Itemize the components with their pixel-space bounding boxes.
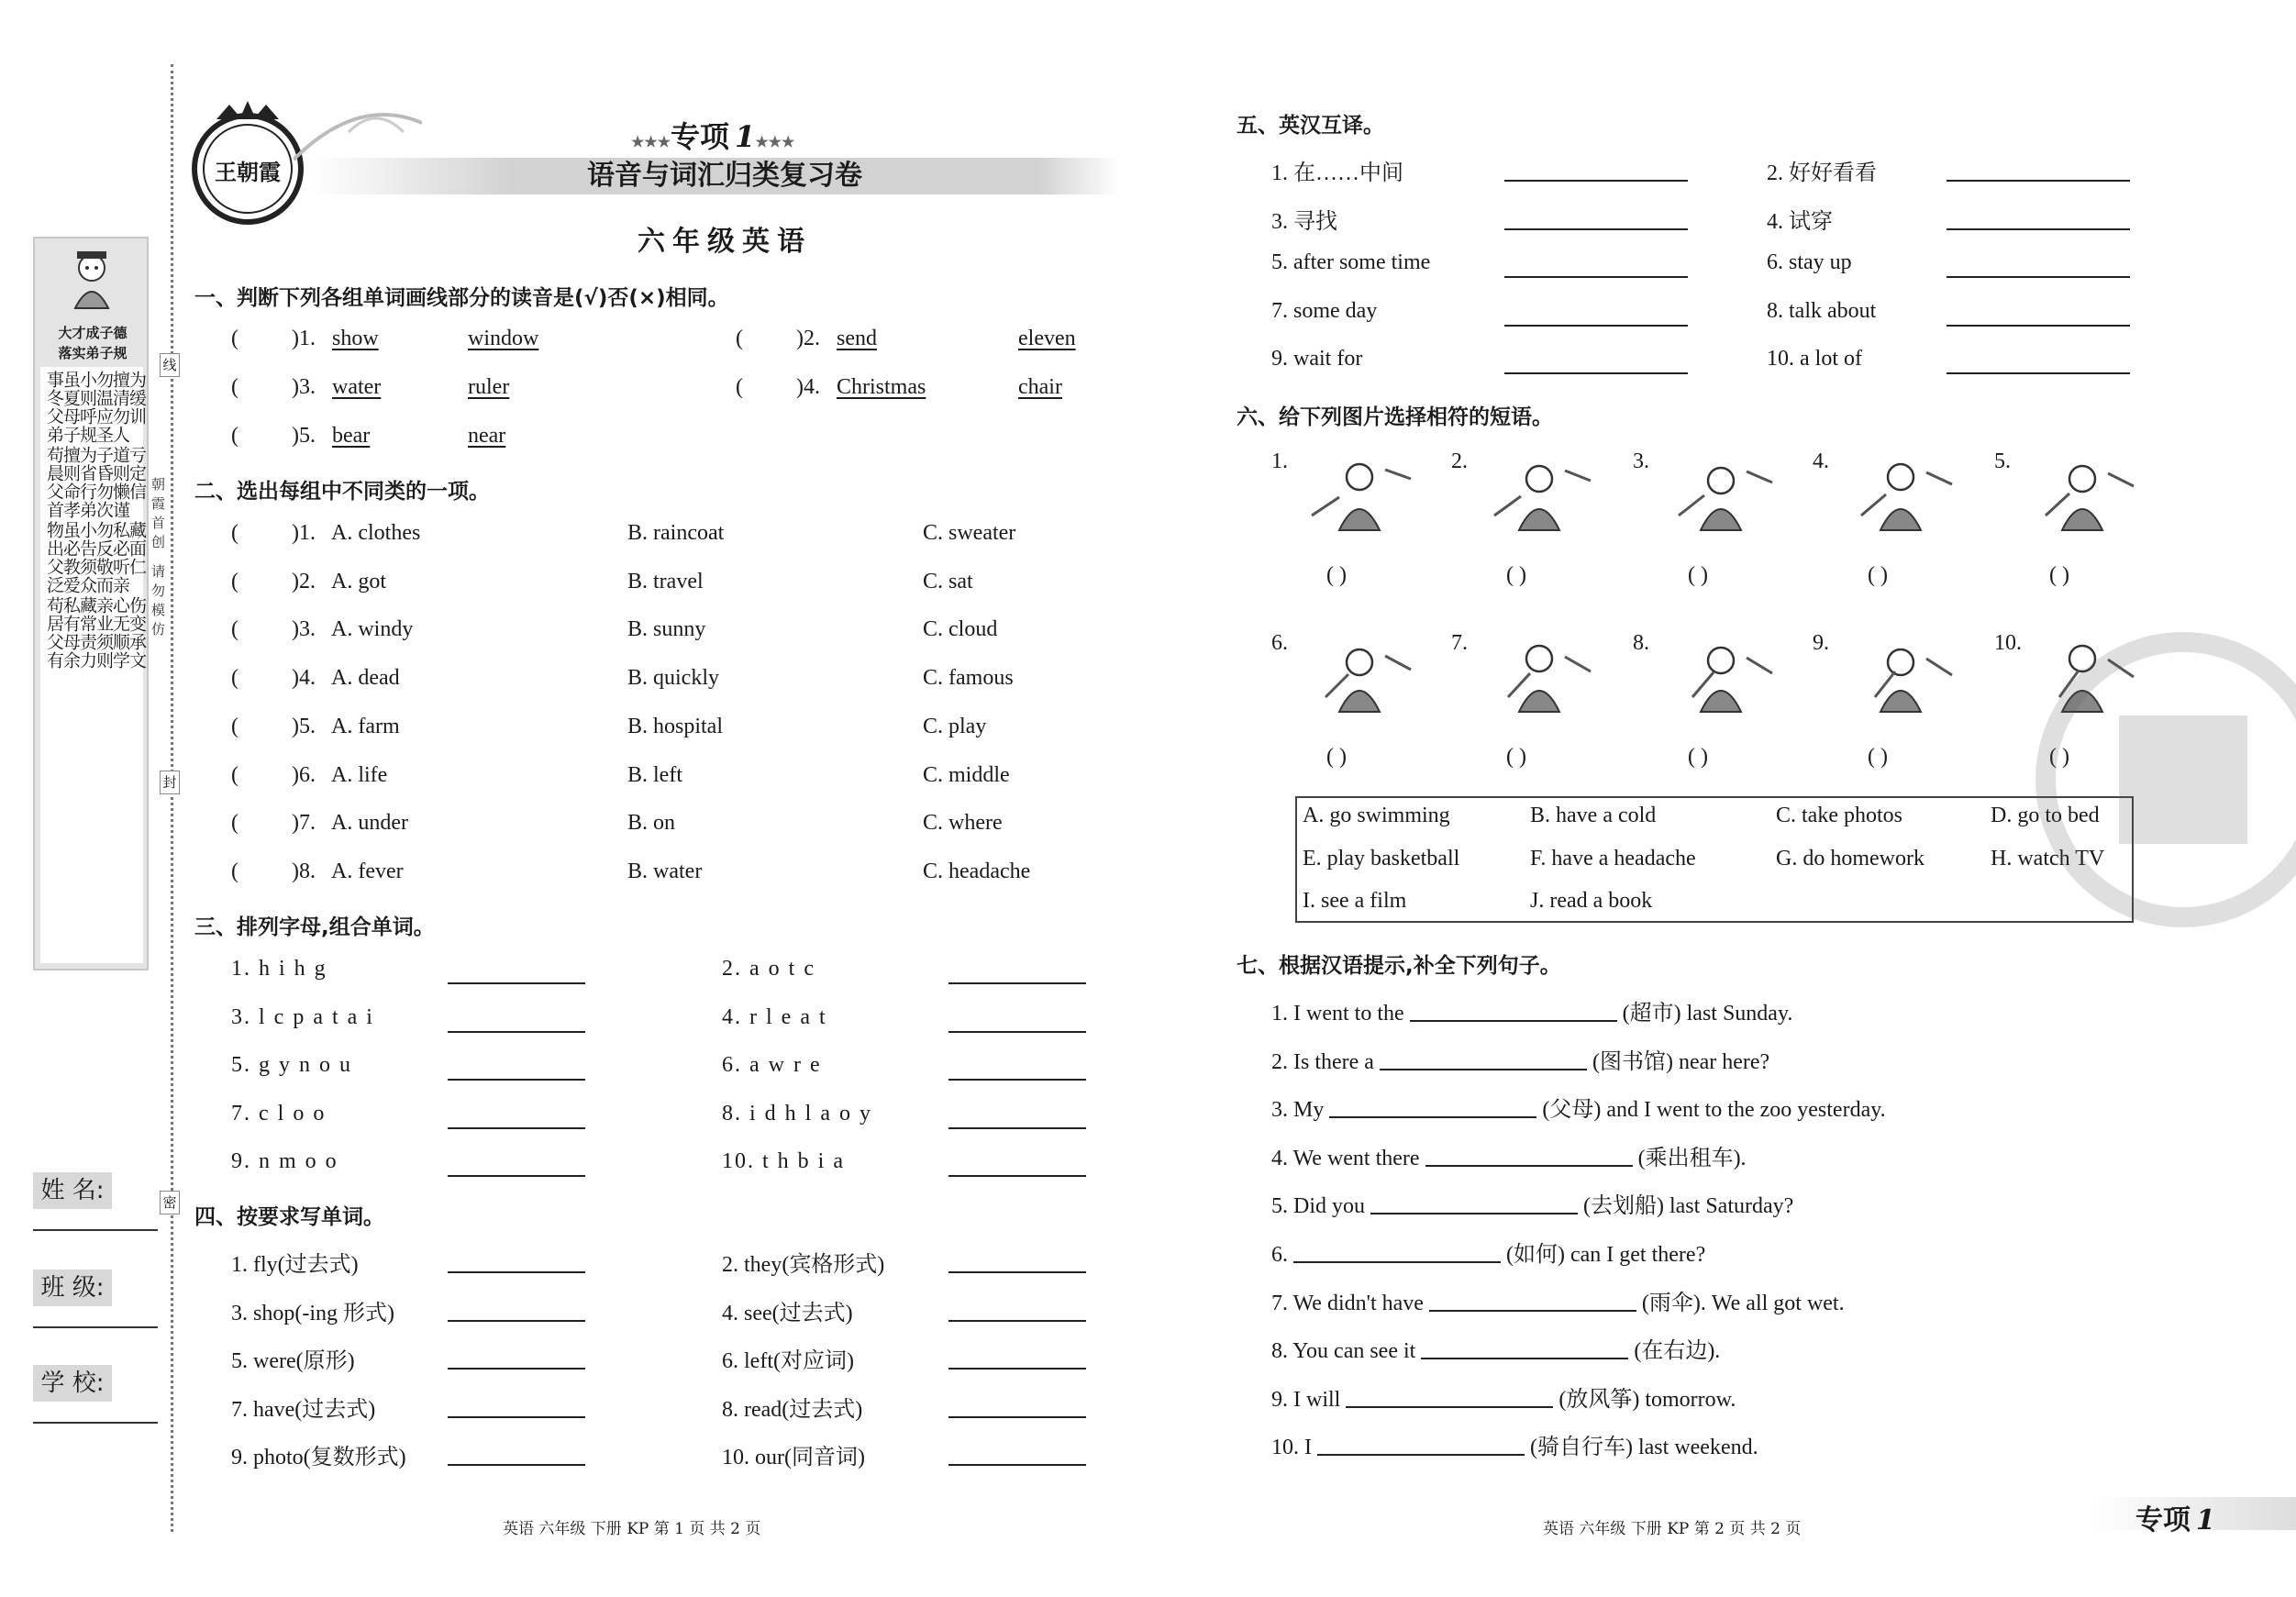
- s4-answer-blank[interactable]: [448, 1320, 585, 1322]
- s3-title: 三、排列字母,组合单词。: [194, 915, 435, 939]
- s6-answer-paren[interactable]: ( ): [1506, 563, 1526, 587]
- s5-item: 10. a lot of: [1767, 347, 1862, 372]
- answer-paren[interactable]: (: [231, 521, 238, 545]
- s5-answer-blank[interactable]: [1504, 228, 1688, 230]
- s2-option-a: A. windy: [331, 617, 414, 642]
- s4-item: 3. shop(-ing 形式): [231, 1301, 394, 1325]
- answer-paren[interactable]: (: [231, 375, 238, 399]
- s2-title: 二、选出每组中不同类的一项。: [194, 480, 490, 504]
- sidebar-motto-line: 为缓训: [127, 371, 147, 426]
- s7-suffix: last weekend.: [1637, 1436, 1758, 1460]
- sidebar-motto-line: 道则懒谨: [110, 446, 130, 519]
- s7-suffix: tomorrow.: [1645, 1387, 1736, 1412]
- s3-answer-blank[interactable]: [948, 1079, 1086, 1081]
- footer-tag-number: 1: [2196, 1504, 2215, 1536]
- s3-answer-blank[interactable]: [948, 1031, 1086, 1033]
- answer-paren[interactable]: (: [231, 617, 238, 642]
- s1-item-number: )4.: [796, 375, 820, 399]
- answer-paren[interactable]: (: [231, 859, 238, 883]
- s2-option-c: C. cloud: [923, 617, 998, 642]
- s5-item: 3. 寻找: [1271, 209, 1337, 234]
- s2-option-a: A. under: [331, 811, 408, 836]
- headache-picture-icon: [1482, 633, 1597, 715]
- sidebar-motto-line: 苟晨父首: [44, 446, 64, 519]
- s4-answer-blank[interactable]: [448, 1416, 585, 1418]
- sidebar-motto-line: 虽必教爱: [61, 521, 81, 594]
- s6-number: 7.: [1451, 631, 1468, 655]
- s4-item: 10. our(同音词): [722, 1446, 865, 1470]
- bind-mark-1: 线: [160, 353, 180, 377]
- s7-hint: (在右边).: [1634, 1339, 1721, 1364]
- name-label: 姓 名:: [33, 1172, 112, 1209]
- s6-answer-paren[interactable]: ( ): [1688, 745, 1708, 769]
- s3-answer-blank[interactable]: [448, 1175, 585, 1177]
- s3-answer-blank[interactable]: [448, 1031, 585, 1033]
- basketball-picture-icon: [1844, 451, 1958, 534]
- s7-answer-blank[interactable]: [1317, 1434, 1525, 1456]
- s2-item-number: )7.: [292, 811, 316, 836]
- s7-suffix: We all got wet.: [1711, 1291, 1845, 1315]
- s6-option: E. play basketball: [1303, 846, 1460, 871]
- s7-sentence: [1271, 1236, 1705, 1268]
- sidebar-motto-line: 子昏勿次: [94, 446, 114, 519]
- sidebar-mascot-icon: [62, 248, 121, 312]
- s6-number: 6.: [1271, 631, 1288, 655]
- answer-paren[interactable]: (: [231, 762, 238, 787]
- answer-paren[interactable]: (: [231, 811, 238, 836]
- name-field[interactable]: [33, 1229, 158, 1231]
- footer-tag-text: [2135, 1497, 2215, 1537]
- s7-suffix: last Saturday?: [1669, 1194, 1794, 1219]
- school-label: 学 校:: [33, 1365, 112, 1402]
- special-heading: ★★★专项 1★★★: [631, 119, 795, 154]
- s4-item: 2. they(宾格形式): [722, 1253, 885, 1277]
- sidebar-motto-line: 擅清勿人: [110, 371, 130, 444]
- sidebar-motto-line: 藏面仁: [127, 521, 147, 576]
- s2-option-a: A. farm: [331, 714, 400, 738]
- s3-item: 9. n m o o: [231, 1149, 338, 1174]
- s5-answer-blank[interactable]: [1504, 325, 1688, 327]
- s1-word-b: ruler: [468, 375, 510, 399]
- logo-text: 王朝霞: [215, 159, 281, 185]
- cold-picture-icon: [1303, 451, 1417, 534]
- answer-paren[interactable]: (: [231, 666, 238, 691]
- sidebar-motto-line: 藏常责力: [77, 596, 97, 670]
- s7-hint: (父母): [1542, 1098, 1602, 1123]
- s7-prefix: 4. We went there: [1271, 1146, 1420, 1170]
- s7-answer-blank[interactable]: [1380, 1048, 1587, 1070]
- s6-title: 六、给下列图片选择相符的短语。: [1237, 405, 1553, 429]
- sidebar-mottos: [40, 367, 147, 963]
- s7-sentence: [1271, 1332, 1725, 1364]
- s7-sentence: [1271, 1091, 1886, 1123]
- s2-item-number: )2.: [292, 569, 316, 593]
- s5-answer-blank[interactable]: [1947, 276, 2130, 278]
- s3-item: 10. t h b i a: [722, 1149, 845, 1174]
- s7-sentence: [1271, 1284, 1845, 1316]
- sidebar-title-2: 落实弟子规: [58, 345, 128, 361]
- bind-mark-3: 密: [160, 1191, 180, 1214]
- s7-prefix: 9. I will: [1271, 1387, 1341, 1412]
- s6-option: G. do homework: [1776, 846, 1924, 871]
- s5-title: 五、英汉互译。: [1237, 114, 1384, 138]
- s5-item: 5. after some time: [1271, 250, 1431, 275]
- s6-number: 5.: [1994, 449, 2011, 473]
- s4-item: 6. left(对应词): [722, 1349, 854, 1374]
- s2-option-a: A. got: [331, 569, 386, 593]
- answer-paren[interactable]: (: [736, 327, 743, 350]
- s5-answer-blank[interactable]: [1947, 325, 2130, 327]
- sidebar-motto-line: 伤变承文: [127, 596, 147, 670]
- s5-answer-blank[interactable]: [1947, 180, 2130, 182]
- s3-item: 4. r l e a t: [722, 1004, 827, 1029]
- class-field[interactable]: [33, 1326, 158, 1328]
- s6-option: J. read a book: [1530, 889, 1653, 913]
- s2-option-c: C. sat: [923, 569, 973, 593]
- s1-word-b: chair: [1018, 375, 1062, 399]
- subject-title: 六年级英语: [638, 226, 812, 258]
- swim-picture-icon: [1664, 451, 1779, 534]
- s5-item: 2. 好好看看: [1767, 161, 1877, 185]
- s2-option-c: C. sweater: [923, 521, 1016, 545]
- s1-word-a: Christmas: [837, 375, 926, 399]
- s7-answer-blank[interactable]: [1429, 1290, 1636, 1312]
- s6-number: 10.: [1994, 631, 2022, 655]
- s2-option-b: B. raincoat: [627, 521, 725, 545]
- s7-answer-blank[interactable]: [1370, 1192, 1578, 1214]
- s3-item: 3. l c p a t a i: [231, 1004, 374, 1029]
- s6-answer-paren[interactable]: ( ): [1326, 563, 1347, 587]
- s6-answer-paren[interactable]: ( ): [1506, 745, 1526, 769]
- s3-answer-blank[interactable]: [948, 1175, 1086, 1177]
- s7-prefix: 5. Did you: [1271, 1194, 1365, 1219]
- sidebar-motto-line: 物出父泛: [44, 521, 64, 594]
- s7-sentence: [1271, 1187, 1793, 1219]
- s5-item: 6. stay up: [1767, 250, 1852, 275]
- s4-item: 1. fly(过去式): [231, 1253, 359, 1277]
- s6-option: A. go swimming: [1303, 804, 1450, 827]
- answer-paren[interactable]: (: [231, 569, 238, 593]
- s5-item: 9. wait for: [1271, 347, 1363, 372]
- s2-option-b: B. left: [627, 762, 682, 787]
- s3-item: 5. g y n o u: [231, 1053, 352, 1078]
- s4-answer-blank[interactable]: [948, 1416, 1086, 1418]
- vertical-note: 朝霞首创 请勿模仿: [150, 477, 166, 641]
- s6-option: I. see a film: [1303, 889, 1407, 913]
- s7-answer-blank[interactable]: [1410, 1000, 1617, 1022]
- s4-title: 四、按要求写单词。: [194, 1205, 384, 1229]
- s6-number: 1.: [1271, 449, 1288, 473]
- reading-picture-icon: [1844, 633, 1958, 715]
- s5-answer-blank[interactable]: [1504, 276, 1688, 278]
- swim2-picture-icon: [1303, 633, 1417, 715]
- s7-answer-blank[interactable]: [1293, 1241, 1501, 1263]
- sidebar-motto-line: 苟居父有: [44, 596, 64, 670]
- s3-answer-blank[interactable]: [948, 982, 1086, 984]
- s1-title: 一、判断下列各组单词画线部分的读音是(√)否(×)相同。: [194, 286, 729, 310]
- s6-answer-paren[interactable]: ( ): [1688, 563, 1708, 587]
- s2-option-c: C. play: [923, 714, 987, 738]
- s5-answer-blank[interactable]: [1504, 372, 1688, 374]
- s4-answer-blank[interactable]: [948, 1271, 1086, 1273]
- s7-sentence: [1271, 1381, 1736, 1413]
- sidebar-motto-line: 事冬父弟: [44, 371, 64, 444]
- footer-right: 英语 六年级 下册 KP 第 2 页 共 2 页: [1543, 1520, 1802, 1538]
- s2-option-c: C. where: [923, 811, 1003, 836]
- s3-answer-blank[interactable]: [448, 982, 585, 984]
- s6-option: C. take photos: [1776, 804, 1902, 827]
- s7-suffix: and I went to the zoo yesterday.: [1606, 1098, 1886, 1123]
- s4-item: 4. see(过去式): [722, 1301, 853, 1325]
- s7-hint: (骑自行车): [1530, 1436, 1633, 1460]
- s7-prefix: 2. Is there a: [1271, 1049, 1374, 1074]
- s7-hint: (去划船): [1583, 1194, 1664, 1219]
- binding-line: [171, 64, 173, 1532]
- s6-number: 4.: [1813, 449, 1829, 473]
- s2-option-a: A. clothes: [331, 521, 421, 545]
- answer-paren[interactable]: (: [231, 714, 238, 738]
- s7-prefix: 7. We didn't have: [1271, 1291, 1424, 1315]
- s2-option-b: B. travel: [627, 569, 704, 593]
- s3-item: 1. h i h g: [231, 957, 327, 981]
- footer-tag-label: 专项: [2135, 1504, 2191, 1536]
- s2-option-b: B. on: [627, 811, 676, 836]
- s2-option-c: C. middle: [923, 762, 1010, 787]
- s3-answer-blank[interactable]: [448, 1127, 585, 1129]
- answer-paren[interactable]: (: [231, 424, 238, 448]
- s6-number: 9.: [1813, 631, 1829, 655]
- s2-item-number: )5.: [292, 714, 316, 738]
- s7-prefix: 3. My: [1271, 1098, 1325, 1123]
- s7-prefix: 8. You can see it: [1271, 1339, 1416, 1364]
- s2-item-number: )4.: [292, 666, 316, 691]
- s2-option-a: A. dead: [331, 666, 400, 691]
- s4-answer-blank[interactable]: [448, 1271, 585, 1273]
- s5-item: 7. some day: [1271, 298, 1378, 323]
- s5-item: 8. talk about: [1767, 298, 1877, 323]
- sidebar-motto-line: 私必听亲: [110, 521, 130, 594]
- footer-left: 英语 六年级 下册 KP 第 1 页 共 2 页: [503, 1520, 761, 1538]
- s4-answer-blank[interactable]: [948, 1320, 1086, 1322]
- s7-hint: (超市): [1622, 1002, 1681, 1026]
- s1-word-a: show: [332, 327, 379, 350]
- s4-item: 5. were(原形): [231, 1349, 355, 1374]
- sidebar-motto-line: 勿温应圣: [94, 371, 114, 444]
- s2-item-number: )6.: [292, 762, 316, 787]
- s2-option-a: A. life: [331, 762, 388, 787]
- sidebar-motto-line: 为省行弟: [77, 446, 97, 519]
- s5-answer-blank[interactable]: [1947, 372, 2130, 374]
- s7-answer-blank[interactable]: [1346, 1386, 1553, 1408]
- s2-option-c: C. headache: [923, 859, 1031, 883]
- sidebar-motto-line: 心无顺学: [110, 596, 130, 670]
- watermark-seal: [2018, 615, 2296, 945]
- sidebar-motto-line: 擅则命孝: [61, 446, 81, 519]
- s3-item: 8. i d h l a o y: [722, 1101, 872, 1126]
- homework-picture-icon: [2025, 451, 2140, 534]
- s1-item-number: )1.: [292, 327, 316, 350]
- s2-item-number: )1.: [292, 521, 316, 545]
- s3-answer-blank[interactable]: [948, 1127, 1086, 1129]
- s1-word-a: bear: [332, 424, 371, 448]
- s2-option-b: B. quickly: [627, 666, 719, 691]
- sidebar-motto-line: 小则呼规: [77, 371, 97, 444]
- s6-answer-paren[interactable]: ( ): [1868, 745, 1888, 769]
- s5-item: 1. 在……中间: [1271, 161, 1403, 185]
- s7-suffix: can I get there?: [1569, 1243, 1706, 1267]
- sidebar-motto-panel: [33, 237, 149, 970]
- s1-word-b: eleven: [1018, 327, 1076, 350]
- s2-option-b: B. hospital: [627, 714, 724, 738]
- s5-answer-blank[interactable]: [1947, 228, 2130, 230]
- s4-answer-blank[interactable]: [448, 1368, 585, 1370]
- sidebar-motto-line: 小告须众: [77, 521, 97, 594]
- s7-suffix: last Sunday.: [1686, 1002, 1793, 1026]
- class-label: 班 级:: [33, 1270, 112, 1306]
- s7-hint: (图书馆): [1592, 1049, 1673, 1074]
- s1-item-number: )3.: [292, 375, 316, 399]
- answer-paren[interactable]: (: [736, 375, 743, 399]
- s1-word-a: water: [332, 375, 382, 399]
- s1-item-number: )2.: [796, 327, 820, 350]
- s7-title: 七、根据汉语提示,补全下列句子。: [1237, 954, 1561, 978]
- s3-item: 7. c l o o: [231, 1101, 327, 1126]
- sidebar-motto-line: 勿反敬而: [94, 521, 114, 594]
- s4-answer-blank[interactable]: [448, 1464, 585, 1466]
- s5-item: 4. 试穿: [1767, 209, 1833, 234]
- sidebar-motto-line: 亏定信: [127, 446, 147, 501]
- s4-answer-blank[interactable]: [948, 1464, 1086, 1466]
- sidebar-motto-line: 私有母余: [61, 596, 81, 670]
- s6-option: F. have a headache: [1530, 846, 1696, 871]
- s7-prefix: 6.: [1271, 1243, 1288, 1267]
- s7-suffix: near here?: [1678, 1049, 1770, 1074]
- s7-sentence: [1271, 1428, 1758, 1460]
- s2-item-number: )8.: [292, 859, 316, 883]
- s6-option: H. watch TV: [1991, 846, 2105, 871]
- s6-option: B. have a cold: [1530, 804, 1657, 827]
- sidebar-motto-line: 虽夏母子: [61, 371, 81, 444]
- sidebar-motto-line: 亲业须则: [94, 596, 114, 670]
- s6-answer-paren[interactable]: ( ): [1326, 745, 1347, 769]
- s4-answer-blank[interactable]: [948, 1368, 1086, 1370]
- s7-hint: (放风筝): [1558, 1387, 1640, 1412]
- s2-option-c: C. famous: [923, 666, 1014, 691]
- s7-answer-blank[interactable]: [1329, 1096, 1536, 1118]
- answer-paren[interactable]: (: [231, 327, 238, 350]
- s2-option-a: A. fever: [331, 859, 404, 883]
- s5-answer-blank[interactable]: [1504, 180, 1688, 182]
- s4-item: 7. have(过去式): [231, 1397, 376, 1422]
- s6-number: 8.: [1633, 631, 1649, 655]
- s1-word-b: near: [468, 424, 506, 448]
- s4-item: 9. photo(复数形式): [231, 1446, 406, 1470]
- photo-picture-icon: [1482, 451, 1597, 534]
- s1-word-a: send: [837, 327, 877, 350]
- s7-hint: (雨伞).: [1641, 1291, 1706, 1315]
- s6-answer-paren[interactable]: ( ): [1868, 563, 1888, 587]
- sidebar-title-1: 大才成子德: [58, 325, 128, 341]
- s4-item: 8. read(过去式): [722, 1397, 863, 1422]
- school-field[interactable]: [33, 1422, 158, 1424]
- s6-answer-paren[interactable]: ( ): [2049, 745, 2069, 769]
- s3-answer-blank[interactable]: [448, 1079, 585, 1081]
- logo-emblem: [183, 99, 312, 227]
- special-number: 1: [735, 119, 756, 154]
- s6-answer-paren[interactable]: ( ): [2049, 563, 2069, 587]
- s2-option-b: B. sunny: [627, 617, 706, 642]
- bind-mark-2: 封: [160, 771, 180, 794]
- s1-word-b: window: [468, 327, 539, 350]
- s2-option-b: B. water: [627, 859, 703, 883]
- s7-prefix: 10. I: [1271, 1436, 1312, 1460]
- s6-number: 2.: [1451, 449, 1468, 473]
- s7-sentence: [1271, 994, 1792, 1026]
- s7-hint: (如何): [1506, 1243, 1565, 1267]
- s2-item-number: )3.: [292, 617, 316, 642]
- s6-option: D. go to bed: [1991, 804, 2100, 827]
- banner-title: 语音与词汇归类复习卷: [587, 160, 862, 192]
- s7-sentence: [1271, 1043, 1769, 1075]
- s7-answer-blank[interactable]: [1421, 1337, 1628, 1359]
- tv-picture-icon: [1664, 633, 1779, 715]
- s7-prefix: 1. I went to the: [1271, 1002, 1404, 1026]
- special-label: 专项: [671, 119, 730, 154]
- s1-item-number: )5.: [292, 424, 316, 448]
- s7-hint: (乘出租车).: [1637, 1146, 1747, 1170]
- s7-sentence: [1271, 1139, 1752, 1171]
- s6-number: 3.: [1633, 449, 1649, 473]
- s7-answer-blank[interactable]: [1425, 1145, 1633, 1167]
- s3-item: 6. a w r e: [722, 1053, 822, 1078]
- s3-item: 2. a o t c: [722, 957, 815, 981]
